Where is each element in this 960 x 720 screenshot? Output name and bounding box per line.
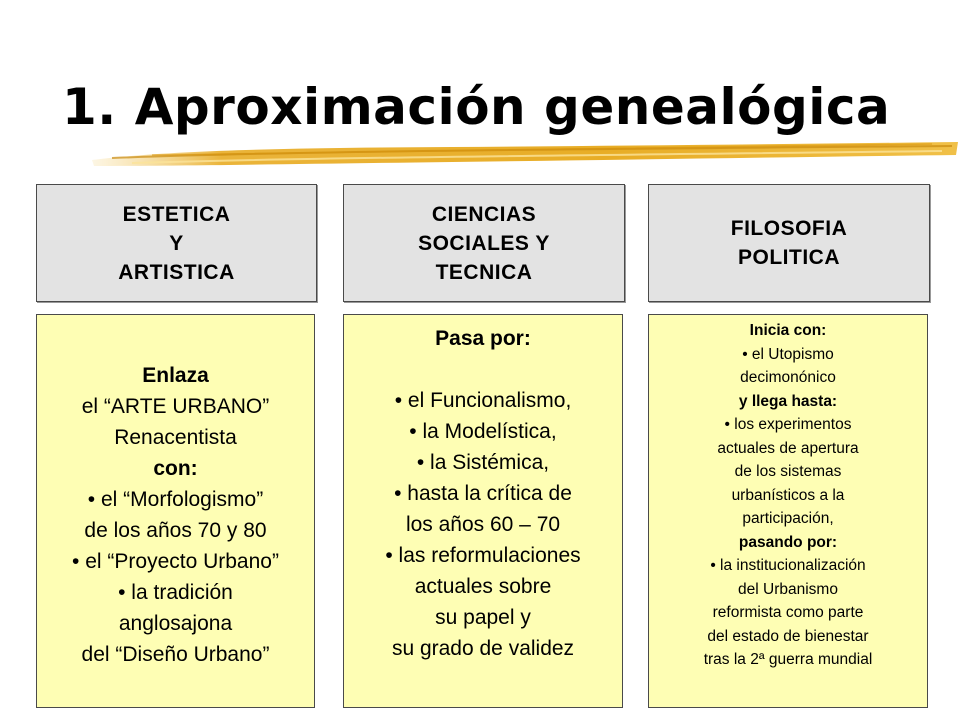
content-line: de los años 70 y 80 <box>84 519 267 542</box>
content-line: del estado de bienestar <box>707 627 869 645</box>
content-line: • hasta la crítica de <box>394 482 572 505</box>
content-line: su papel y <box>435 606 531 629</box>
header-line: TECNICA <box>435 260 533 284</box>
section-label: con: <box>153 457 198 480</box>
section-label: Pasa por: <box>435 327 531 350</box>
content-line: • el Funcionalismo, <box>394 389 572 412</box>
content-line: • el Utopismo <box>742 345 834 363</box>
header-box-ciencias <box>343 184 625 302</box>
content-line: Renacentista <box>114 426 237 449</box>
section-label: Enlaza <box>142 364 209 387</box>
content-box-estetica <box>36 314 315 708</box>
content-line: • la tradición <box>118 581 233 604</box>
content-line: urbanísticos a la <box>731 486 845 504</box>
header-box-estetica <box>36 184 317 302</box>
header-line: Y <box>169 231 184 255</box>
content-line: tras la 2ª guerra mundial <box>703 651 873 668</box>
section-label: y llega hasta: <box>738 392 838 410</box>
content-line: • el “Proyecto Urbano” <box>72 550 279 573</box>
content-line: el “ARTE URBANO” <box>81 395 270 418</box>
page-title: 1. Aproximación genealógica <box>62 78 891 136</box>
content-line: • los experimentos <box>724 416 852 433</box>
section-label: Inicia con: <box>749 322 827 339</box>
header-line: ESTETICA <box>122 202 231 226</box>
header-line: ARTISTICA <box>118 260 235 284</box>
content-line: actuales de apertura <box>717 439 859 457</box>
header-box-filosofia <box>648 184 930 302</box>
content-line: actuales sobre <box>414 575 552 598</box>
content-line: reformista como parte <box>712 604 864 621</box>
content-box-ciencias <box>343 314 623 708</box>
header-line: SOCIALES Y <box>418 231 550 255</box>
content-line: participación, <box>742 510 834 527</box>
content-line: decimonónico <box>740 369 836 386</box>
content-line: su grado de validez <box>391 637 575 660</box>
content-line: los años 60 – 70 <box>405 513 561 536</box>
content-line: • la Sistémica, <box>416 451 550 474</box>
content-line: • la institucionalización <box>710 557 866 574</box>
content-line: anglosajona <box>118 612 233 635</box>
content-box-filosofia <box>648 314 928 708</box>
content-line: del Urbanismo <box>738 580 838 598</box>
content-line: de los sistemas <box>734 463 842 480</box>
content-line: del “Diseño Urbano” <box>81 643 270 666</box>
brush-stroke-underline <box>92 138 958 174</box>
section-label: pasando por: <box>738 533 838 551</box>
content-line: • las reformulaciones <box>385 544 581 567</box>
header-line: FILOSOFIA <box>730 217 848 240</box>
content-line: • el “Morfologismo” <box>87 488 264 511</box>
content-line: • la Modelística, <box>409 420 557 443</box>
header-line: CIENCIAS <box>431 202 537 226</box>
header-line: POLITICA <box>738 246 840 269</box>
